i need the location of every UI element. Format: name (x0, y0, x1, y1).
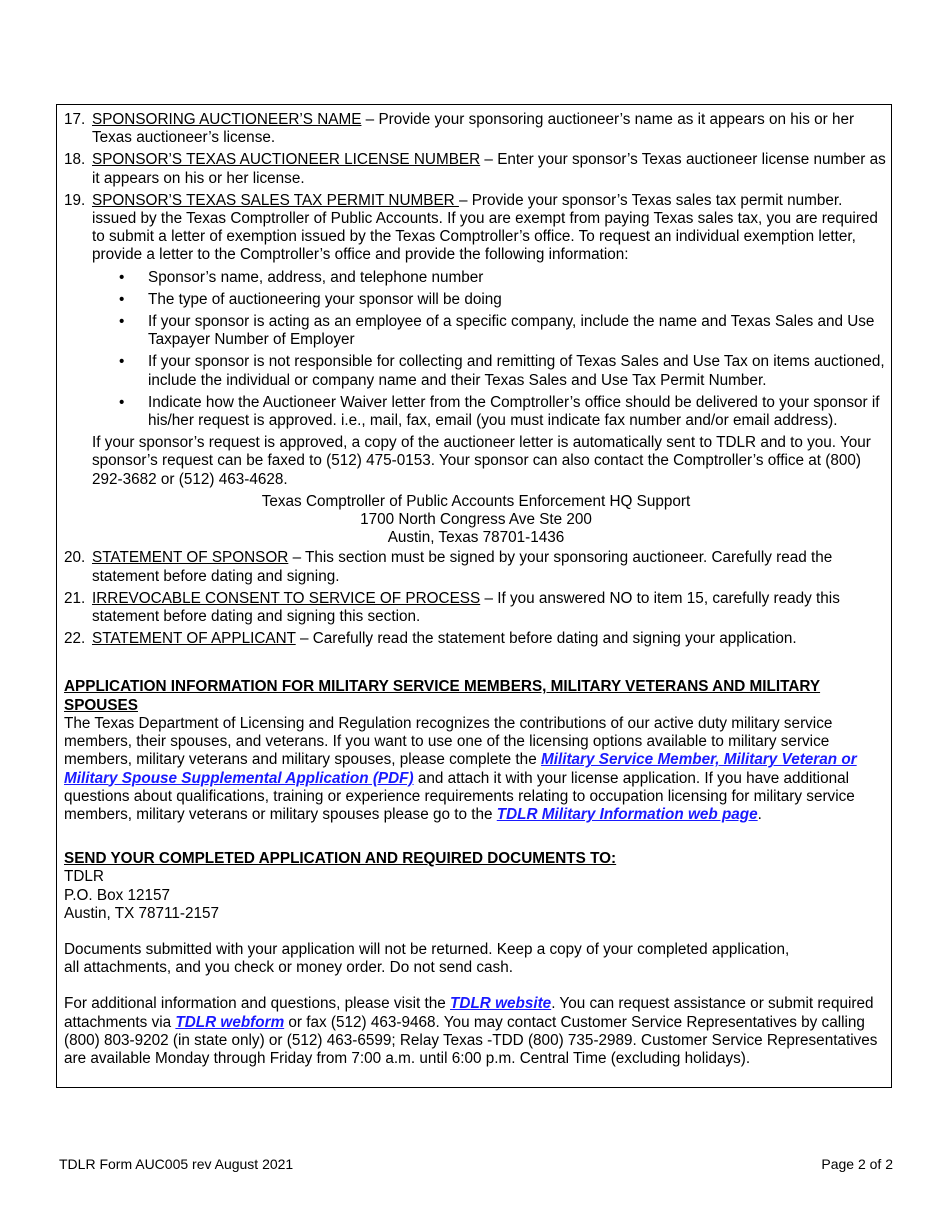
bullet-icon: • (119, 353, 125, 371)
form-id-footer: TDLR Form AUC005 rev August 2021 (59, 1156, 294, 1172)
item-title: IRREVOCABLE CONSENT TO SERVICE OF PROCESS (92, 589, 481, 607)
document-body (64, 111, 888, 1068)
item-text: – Enter your sponsor’s Texas auctioneer license number as it appears on his or her license. (92, 151, 886, 187)
bullet-icon: • (119, 290, 125, 308)
item-title: SPONSOR’S TEXAS AUCTIONEER LICENSE NUMBER (92, 151, 481, 169)
approval-paragraph: If your sponsor’s request is approved, a copy of the auctioneer letter is automatically sent to TDLR and to you. Your sponsor’s request can be faxed to (512) 475-0153. Your sponsor can also contact the Comptroller’s office at (800) 292-3682 or (512) 463-4628. (92, 434, 871, 488)
bullet-icon: • (119, 313, 125, 331)
spacer (64, 923, 888, 941)
military-info-link[interactable]: TDLR Military Information web page (496, 805, 758, 823)
item-number: 19. (64, 191, 86, 209)
bullet-item: • If your sponsor is not responsible for collecting and remitting of Texas Sales and Use Tax on items auctioned, include the individual or company name and their Texas Sales and Use Tax Permit Number. (119, 353, 885, 389)
page-number: Page 2 of 2 (821, 1156, 893, 1172)
item-number: 22. (64, 630, 86, 648)
send-heading: SEND YOUR COMPLETED APPLICATION AND REQUIRED DOCUMENTS TO: (64, 850, 617, 868)
item-text: – Provide your sponsoring auctioneer’s name as it appears on his or her Texas auctioneer’s license. (92, 111, 855, 147)
address-line: Austin, Texas 78701-1436 (387, 529, 565, 547)
list-item-22 (64, 630, 888, 648)
bullet-item: • Indicate how the Auctioneer Waiver letter from the Comptroller’s office should be delivered to your sponsor if his/her request is approved. i.e., mail, fax, email (you must indicate fax number and/or email address). (119, 393, 880, 430)
instruction-list-continued (64, 549, 888, 648)
list-item-20 (64, 549, 888, 585)
spacer (64, 652, 888, 678)
item-title: SPONSOR’S TEXAS SALES TAX PERMIT NUMBER (92, 191, 459, 209)
instruction-list (64, 111, 888, 430)
bullet-item: • If your sponsor is acting as an employee of a specific company, include the name and Texas Sales and Use Taxpayer Number of Employer (119, 313, 875, 349)
item-number: 18. (64, 151, 86, 169)
comptroller-address (64, 493, 888, 548)
item-title: STATEMENT OF APPLICANT (92, 630, 296, 648)
spacer (64, 977, 888, 995)
address-line: Austin, TX 78711-2157 (64, 904, 220, 922)
tdlr-website-link[interactable]: TDLR website (450, 995, 552, 1013)
item-title: STATEMENT OF SPONSOR (92, 549, 289, 567)
military-paragraph: The Texas Department of Licensing and Regulation recognizes the contributions of our active duty military service members, their spouses, and veterans. If you want to use one of the licensing options available to military service members, military veterans and military spouses, please complete the Military Service Member, Military Veteran or Military Spouse Supplemental Application (PDF) and attach it with your license application. If you have additional questions about qualifications, training or experience requirements relating to occupation licensing for military service members, military veterans or military spouses please go to the TDLR Military Information web page. (64, 714, 857, 823)
bullet-icon: • (119, 268, 125, 286)
tdlr-webform-link[interactable]: TDLR webform (175, 1013, 285, 1031)
address-line: P.O. Box 12157 (64, 886, 171, 904)
contact-paragraph: For additional information and questions, please visit the TDLR website. You can request assistance or submit required attachments via TDLR webform or fax (512) 463-9468. You may contact Customer Service Representatives by calling (800) 803-9202 (in state only) or (512) 463-6599; Relay Texas -TDD (800) 735-2989. Customer Service Representatives are available Monday through Friday from 7:00 a.m. until 6:00 p.m. Central Time (excluding holidays). (64, 995, 878, 1067)
documents-note: Documents submitted with your application will not be returned. Keep a copy of your completed application, all attachments, and you check or money order. Do not send cash. (64, 940, 790, 977)
list-item-21 (64, 590, 888, 626)
item-number: 17. (64, 111, 86, 128)
item-text: – Carefully read the statement before dating and signing your application. (295, 630, 797, 648)
military-heading: APPLICATION INFORMATION FOR MILITARY SERVICE MEMBERS, MILITARY VETERANS AND MILITARY SPOUSES (64, 678, 821, 714)
military-application-link[interactable]: Military Service Member, Military Veteran or Military Spouse Supplemental Application (PDF) (64, 751, 857, 787)
list-item-17 (64, 111, 888, 147)
bullet-icon: • (119, 393, 125, 411)
spacer (64, 824, 888, 850)
item-text: – This section must be signed by your sponsoring auctioneer. Carefully read the statement before dating and signing. (92, 549, 833, 585)
bullet-item: • Sponsor’s name, address, and telephone number (119, 268, 484, 286)
sponsor-info-bullets (92, 269, 888, 431)
bullet-item: • The type of auctioneering your sponsor will be doing (119, 290, 502, 308)
list-item-18 (64, 151, 888, 187)
tdlr-mailing-address (64, 868, 888, 923)
item-text: – Provide your sponsor’s Texas sales tax permit number. issued by the Texas Comptroller of Public Accounts. If you are exempt from paying Texas sales tax, you are required to submit a letter of exemption issued by the Texas Comptroller’s office. To request an individual exemption letter, provide a letter to the Comptroller’s office and provide the following information: (92, 191, 878, 264)
address-line: 1700 North Congress Ave Ste 200 (360, 511, 592, 529)
item-title: SPONSORING AUCTIONEER’S NAME (92, 111, 362, 128)
list-item-19 (64, 192, 888, 430)
item-text: – If you answered NO to item 15, carefully ready this statement before dating and signing this section. (92, 589, 840, 626)
item-number: 20. (64, 549, 86, 567)
address-line: TDLR (64, 868, 104, 886)
address-line: Texas Comptroller of Public Accounts Enforcement HQ Support (261, 492, 691, 510)
item-number: 21. (64, 589, 86, 607)
